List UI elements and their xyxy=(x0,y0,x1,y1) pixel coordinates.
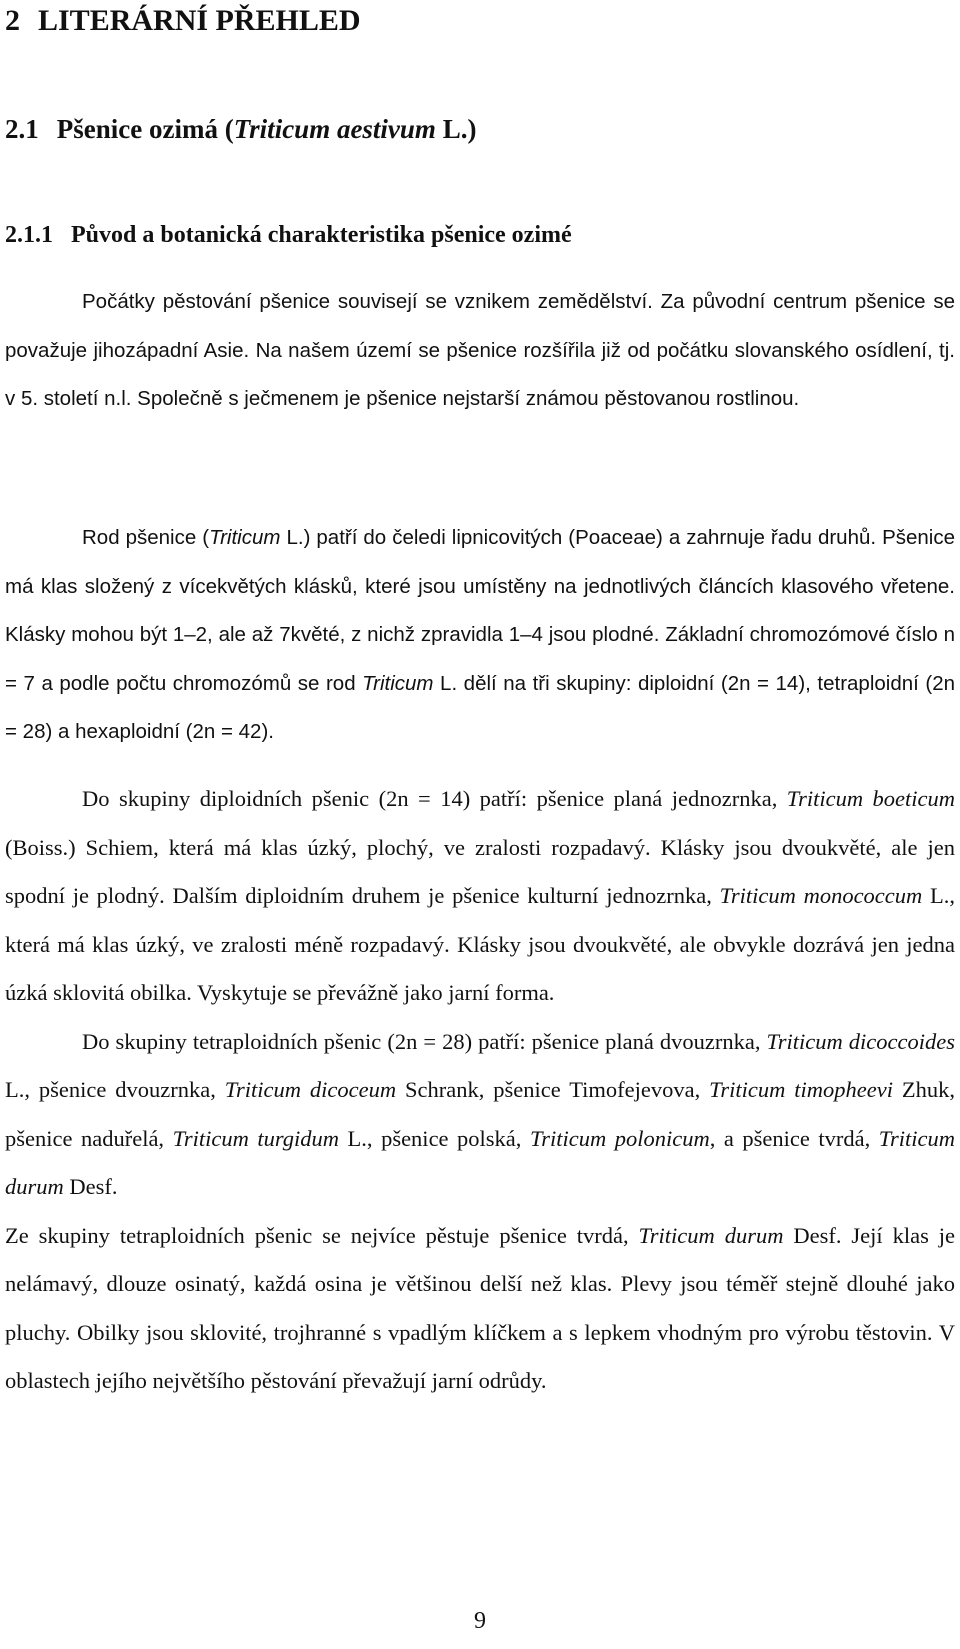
italic-run: Triticum xyxy=(209,526,281,549)
text-run: Desf. Její klas je nelámavý, dlouze osinatý, každá osina je většinou delší než klas. Plevy jsou téměř stejně dlouhé jako pluchy. Obilky jsou sklovité, trojhranné s vpadlým klíčkem a s lepkem vhodným pro výrobu těstovin. V oblastech jejího největšího pěstování převažují jarní odrůdy. xyxy=(5,1222,956,1393)
genus-paragraph-block xyxy=(5,514,955,757)
text-run: Do skupiny tetraploidních pšenic (2n = 28) patří: pšenice planá dvouzrnka, xyxy=(82,1028,767,1054)
text-run: L.) patří do čeledi lipnicovitých (Poaceae) a zahrnuje řadu druhů. Pšenice má klas složený z vícekvětých klásků, které jsou umístěny na jednotlivých článcích klasového vřetene. Klásky mohou být 1–2, ale až 7květé, z nichž zpravidla 1–4 jsou plodné. Základní chromozómové číslo n = 7 a podle počtu chromozómů se rod xyxy=(5,526,955,695)
section-number: 2.1 xyxy=(5,114,39,144)
italic-run: Triticum turgidum xyxy=(172,1125,340,1151)
paragraph-tetraploid xyxy=(5,1018,955,1212)
italic-run: Triticum xyxy=(362,671,434,695)
section-title xyxy=(57,114,477,144)
italic-run: Triticum durum xyxy=(638,1222,784,1248)
text-run: Ze skupiny tetraploidních pšenic se nejvíce pěstuje pšenice tvrdá, xyxy=(5,1222,639,1248)
text-run: L., pšenice polská, xyxy=(339,1125,530,1151)
subsection-title: Původ a botanická charakteristika pšenice ozimé xyxy=(71,222,572,248)
section-title-pre: Pšenice ozimá ( xyxy=(56,114,234,144)
section-title-post: L.) xyxy=(435,114,477,144)
text-run: , a pšenice tvrdá, xyxy=(709,1125,879,1151)
italic-run: Triticum monococcum xyxy=(719,883,923,908)
italic-run: Triticum dicoccoides xyxy=(766,1028,955,1054)
chapter-title: LITERÁRNÍ PŘEHLED xyxy=(38,4,361,37)
italic-run: Triticum dicoceum xyxy=(224,1077,397,1102)
page-number: 9 xyxy=(474,1608,486,1634)
paragraph-genus xyxy=(5,514,955,757)
subsection-number: 2.1.1 xyxy=(5,222,53,248)
section-heading xyxy=(5,114,476,145)
italic-run: Triticum boeticum xyxy=(786,786,956,811)
intro-paragraph-block xyxy=(5,278,955,424)
text-run: L., která má klas úzký, ve zralosti méně rozpadavý. Klásky jsou dvoukvěté, ale obvykle dozrává jen jedna úzká sklovitá obilka. Vyskytuje se převážně jako jarní forma. xyxy=(5,883,955,1005)
chapter-heading xyxy=(5,4,361,38)
paragraph-diploid xyxy=(5,775,955,1018)
text-run: Rod pšenice ( xyxy=(82,526,210,549)
text-run: L. dělí na tři skupiny: diploidní (2n = 14), tetraploidní (2n = 28) a hexaploidní (2n = 42). xyxy=(5,671,955,743)
paragraph-origin: Počátky pěstování pšenice souvisejí se vznikem zemědělství. Za původní centrum pšenice se považuje jihozápadní Asie. Na našem území se pšenice rozšířila již od počátku slovanského osídlení, tj. v 5. století n.l. Společně s ječmenem je pšenice nejstarší známou pěstovanou rostlinou. xyxy=(5,290,955,410)
text-run: Desf. xyxy=(63,1174,118,1199)
text-run: Schrank, pšenice Timofejevova, xyxy=(396,1077,710,1102)
text-run: Zhuk, pšenice naduřelá, xyxy=(5,1077,956,1151)
italic-run: Triticum timopheevi xyxy=(709,1077,893,1102)
text-run: (Boiss.) Schiem, která má klas úzký, plochý, ve zralosti rozpadavý. Klásky jsou dvoukvěté, ale jen spodní je plodný. Dalším diploidním druhem je pšenice kulturní jednozrnka, xyxy=(5,834,955,908)
species-paragraph-block xyxy=(5,775,955,1406)
section-title-italic: Triticum aestivum xyxy=(233,114,436,144)
italic-run: Triticum durum xyxy=(5,1125,955,1199)
subsection-heading xyxy=(5,222,572,249)
italic-run: Triticum polonicum xyxy=(529,1125,710,1151)
text-run: Do skupiny diploidních pšenic (2n = 14) patří: pšenice planá jednozrnka, xyxy=(82,786,787,811)
text-run: L., pšenice dvouzrnka, xyxy=(5,1077,225,1102)
paragraph-durum xyxy=(5,1212,955,1406)
chapter-number: 2 xyxy=(5,4,20,37)
